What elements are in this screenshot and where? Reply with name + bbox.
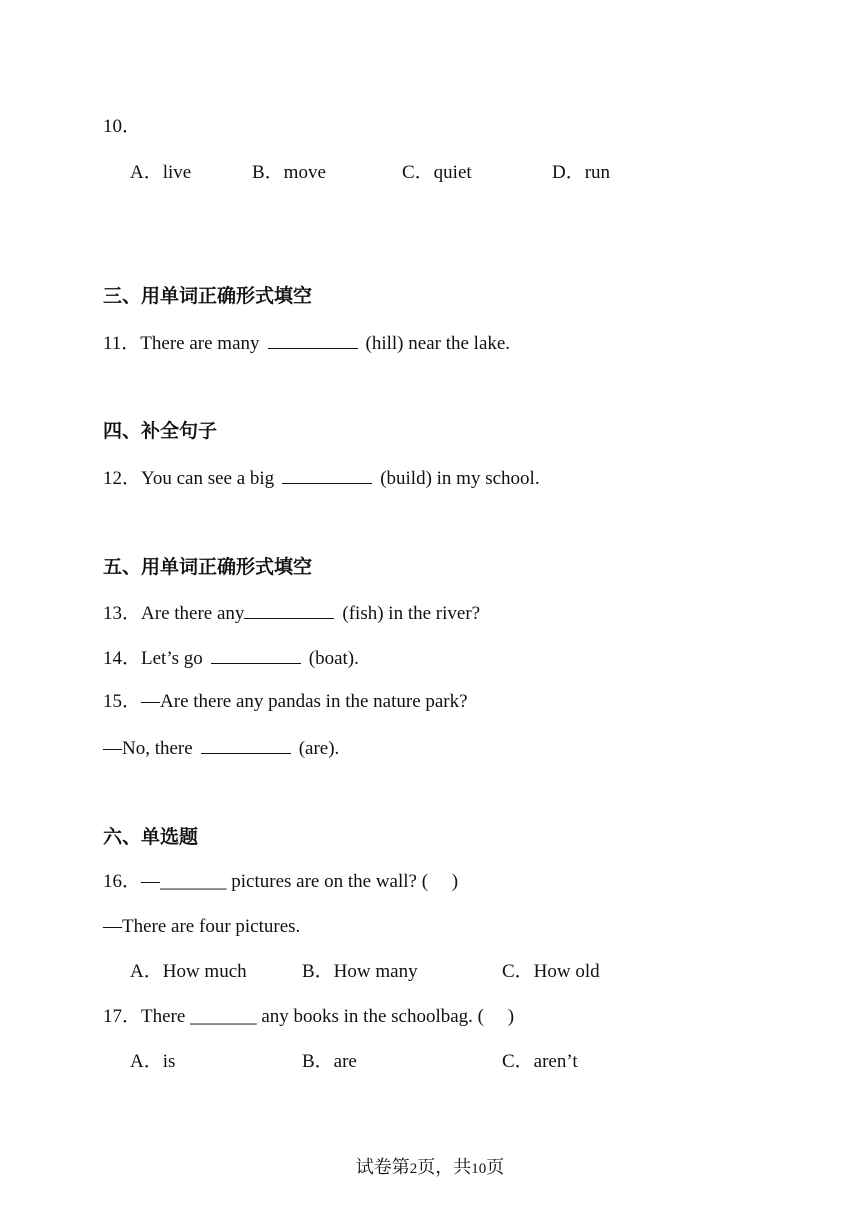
q13-answer-blank[interactable]	[244, 600, 334, 619]
section-heading-6: 六、单选题	[103, 826, 199, 848]
footer-prefix: 试卷第	[355, 1157, 410, 1177]
q17-option-a: A．is	[130, 1051, 176, 1072]
question-number-13: 13．	[103, 603, 142, 624]
q10-option-b: B．move	[252, 162, 326, 183]
q10-option-a: A．live	[130, 162, 192, 183]
question-11	[103, 330, 510, 356]
q14-answer-blank[interactable]	[211, 645, 301, 664]
q16-text-line1: —_______ pictures are on the wall? ( )	[141, 871, 459, 892]
question-number-16: 16．	[103, 871, 142, 892]
section-heading-5: 五、用单词正确形式填空	[103, 556, 313, 578]
question-number-10: 10．	[103, 116, 142, 137]
q13-text-after: (fish) in the river?	[342, 603, 481, 624]
q16-option-b: B．How many	[302, 961, 418, 982]
question-16	[103, 870, 458, 894]
q11-text-after: (hill) near the lake.	[365, 333, 511, 354]
footer-total-pages: 10	[471, 1161, 487, 1177]
question-number-17: 17．	[103, 1006, 142, 1027]
page-footer	[0, 1155, 860, 1181]
footer-middle: 页，共	[417, 1157, 472, 1177]
q12-text-after: (build) in my school.	[380, 468, 540, 489]
footer-page-number: 2	[409, 1161, 418, 1177]
question-14	[103, 645, 359, 671]
question-15-reply	[103, 735, 339, 761]
q17-text-line1: There _______ any books in the schoolbag. ( )	[141, 1006, 515, 1027]
footer-suffix: 页	[486, 1157, 505, 1177]
q17-option-c: C．aren’t	[502, 1051, 578, 1072]
q15-text-before: —No, there	[103, 738, 193, 759]
question-number-12: 12．	[103, 468, 142, 489]
q17-option-b: B．are	[302, 1051, 357, 1072]
q15-text-line1: —Are there any pandas in the nature park?	[141, 691, 468, 712]
question-number-15: 15．	[103, 691, 142, 712]
question-17	[103, 1005, 514, 1029]
question-number-11: 11．	[103, 333, 141, 354]
q16-option-a: A．How much	[130, 961, 247, 982]
q15-text-after: (are).	[298, 738, 340, 759]
q14-text-after: (boat).	[308, 648, 359, 669]
section-heading-3: 三、用单词正确形式填空	[103, 285, 313, 307]
q16-answer-line: —There are four pictures.	[103, 916, 301, 937]
q11-text-before: There are many	[140, 333, 260, 354]
q12-answer-blank[interactable]	[282, 465, 372, 484]
section-heading-4: 四、补全句子	[103, 420, 218, 442]
q14-text-before: Let’s go	[141, 648, 203, 669]
q16-option-c: C．How old	[502, 961, 600, 982]
question-13	[103, 600, 480, 626]
q10-option-c: C．quiet	[402, 162, 472, 183]
q11-answer-blank[interactable]	[268, 330, 358, 349]
q13-text-before: Are there any	[141, 603, 245, 624]
question-15	[103, 690, 468, 714]
question-12	[103, 465, 540, 491]
question-number-14: 14．	[103, 648, 142, 669]
q12-text-before: You can see a big	[141, 468, 275, 489]
q10-option-d: D．run	[552, 162, 611, 183]
q15-answer-blank[interactable]	[201, 735, 291, 754]
